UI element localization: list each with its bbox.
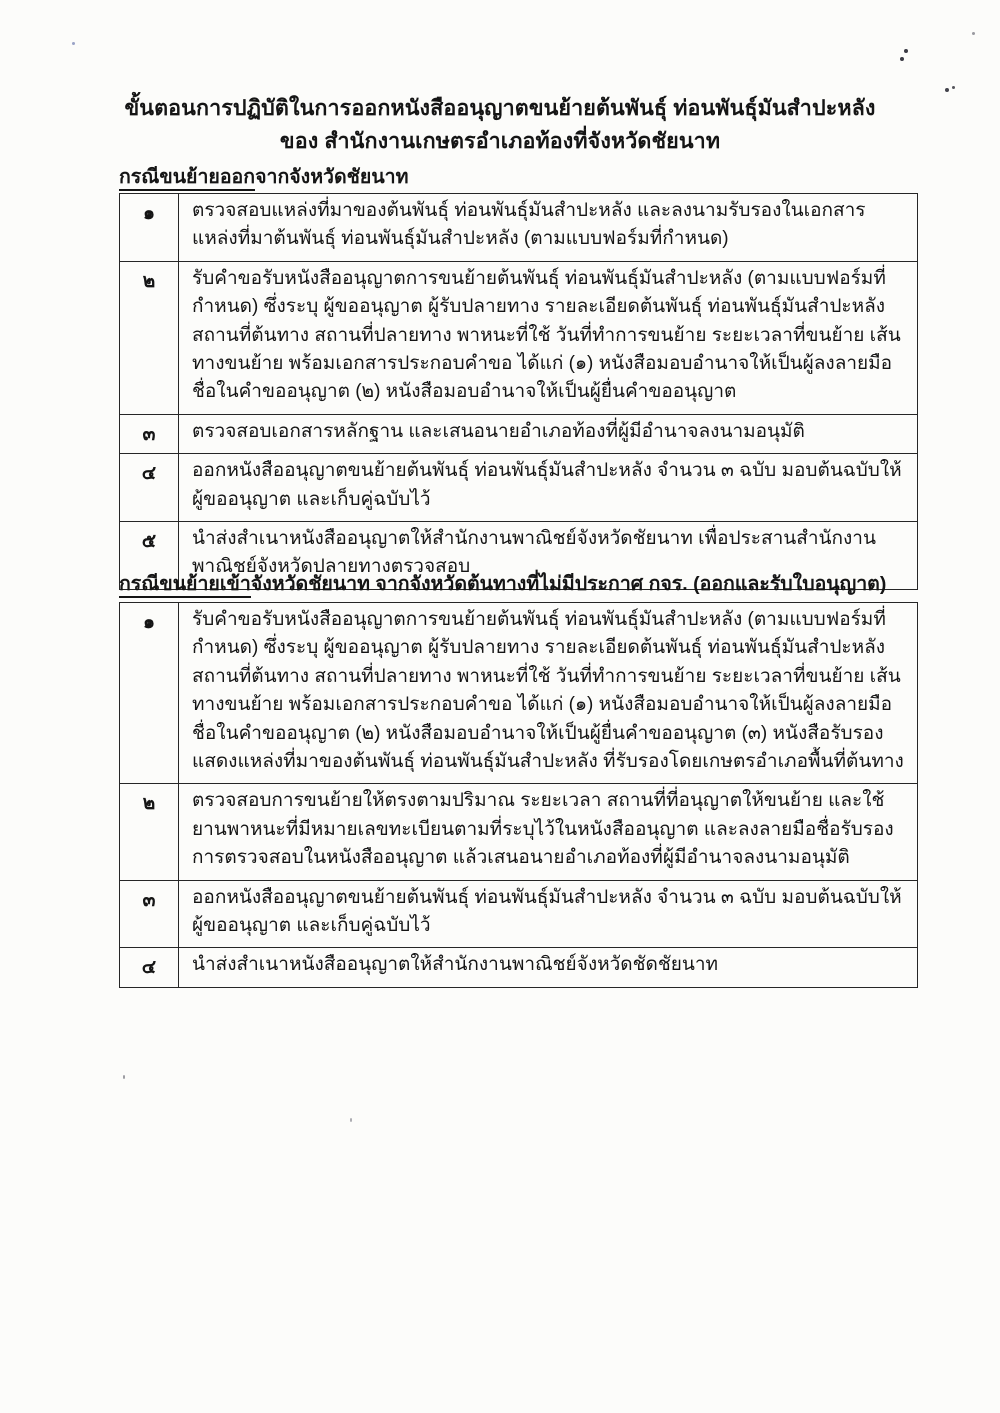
table-row <box>120 414 918 453</box>
step-number: ๓ <box>120 880 179 948</box>
scan-speck <box>72 42 75 45</box>
section-heading-rest: จังหวัดชัยนาท จากจังหวัดต้นทางที่ไม่มีประกาศ กจร. (ออกและรับใบอนุญาต) <box>250 573 887 595</box>
document-title-line1: ขั้นตอนการปฏิบัติในการออกหนังสืออนุญาตขนย้ายต้นพันธุ์ ท่อนพันธุ์มันสำปะหลัง <box>124 96 876 120</box>
step-number: ๔ <box>120 454 179 522</box>
table-row <box>120 261 918 414</box>
step-description: ตรวจสอบเอกสารหลักฐาน และเสนอนายอำเภอท้องที่ผู้มีอำนาจลงนามอนุมัติ <box>179 414 918 453</box>
step-number: ๓ <box>120 414 179 453</box>
procedure-table-move-in <box>119 602 918 988</box>
table-row <box>120 880 918 948</box>
step-number: ๒ <box>120 261 179 414</box>
table-row <box>120 784 918 880</box>
step-number: ๑ <box>120 194 179 262</box>
section-heading-move-in <box>119 571 918 598</box>
section-heading-rest: จากจังหวัดชัยนาท <box>255 166 409 188</box>
step-description: รับคำขอรับหนังสืออนุญาตการขนย้ายต้นพันธุ์ ท่อนพันธุ์มันสำปะหลัง (ตามแบบฟอร์มที่กำหนด) ซึ่งระบุ ผู้ขออนุญาต ผู้รับปลายทาง รายละเอียดต้นพันธุ์ ท่อนพันธุ์มันสำปะหลัง สถานที่ต้นทาง สถานที่ปลายทาง พาหนะที่ใช้ วันที่ทำการขนย้าย ระยะเวลาที่ขนย้าย เส้นทางขนย้าย พร้อมเอกสารประกอบคำขอ ได้แก่ (๑) หนังสือมอบอำนาจให้เป็นผู้ลงลายมือชื่อในคำขออนุญาต (๒) หนังสือมอบอำนาจให้เป็นผู้ยื่นคำขออนุญาต <box>179 261 918 414</box>
scan-speck <box>900 57 904 61</box>
document-title-line2: ของ สำนักงานเกษตรอำเภอท้องที่จังหวัดชัยนาท <box>279 129 721 153</box>
scan-speck <box>952 86 955 89</box>
procedure-table-move-out <box>119 193 918 590</box>
step-number: ๒ <box>120 784 179 880</box>
section-heading-move-out <box>119 164 918 191</box>
document-title <box>0 92 1000 158</box>
step-description: นำส่งสำเนาหนังสืออนุญาตให้สำนักงานพาณิชย์จังหวัดชัยนาท เพื่อประสานสำนักงานพาณิชย์จังหวัดปลายทางตรวจสอบ <box>179 522 918 590</box>
step-description: ตรวจสอบการขนย้ายให้ตรงตามปริมาณ ระยะเวลา สถานที่ที่อนุญาตให้ขนย้าย และใช้ยานพาหนะที่มีหมายเลขทะเบียนตามที่ระบุไว้ในหนังสืออนุญาต และลงลายมือชื่อรับรองการตรวจสอบในหนังสืออนุญาต แล้วเสนอนายอำเภอท้องที่ผู้มีอำนาจลงนามอนุมัติ <box>179 784 918 880</box>
step-number: ๕ <box>120 522 179 590</box>
step-description: ออกหนังสืออนุญาตขนย้ายต้นพันธุ์ ท่อนพันธุ์มันสำปะหลัง จำนวน ๓ ฉบับ มอบต้นฉบับให้ผู้ขออนุญาต และเก็บคู่ฉบับไว้ <box>179 880 918 948</box>
table-row <box>120 454 918 522</box>
step-description: ตรวจสอบแหล่งที่มาของต้นพันธุ์ ท่อนพันธุ์มันสำปะหลัง และลงนามรับรองในเอกสารแหล่งที่มาต้นพันธุ์ ท่อนพันธุ์มันสำปะหลัง (ตามแบบฟอร์มที่กำหนด) <box>179 194 918 262</box>
section-heading-underlined: กรณีขนย้ายเข้า <box>119 573 251 598</box>
scan-speck <box>904 49 908 53</box>
table-row <box>120 603 918 784</box>
section-heading-underlined: กรณีขนย้ายออก <box>119 166 255 191</box>
step-description: ออกหนังสืออนุญาตขนย้ายต้นพันธุ์ ท่อนพันธุ์มันสำปะหลัง จำนวน ๓ ฉบับ มอบต้นฉบับให้ผู้ขออนุญาต และเก็บคู่ฉบับไว้ <box>179 454 918 522</box>
step-description: นำส่งสำเนาหนังสืออนุญาตให้สำนักงานพาณิชย์จังหวัดชัดชัยนาท <box>179 948 918 987</box>
scan-speck <box>350 1118 352 1122</box>
step-number: ๔ <box>120 948 179 987</box>
step-number: ๑ <box>120 603 179 784</box>
step-description: รับคำขอรับหนังสืออนุญาตการขนย้ายต้นพันธุ์ ท่อนพันธุ์มันสำปะหลัง (ตามแบบฟอร์มที่กำหนด) ซึ่งระบุ ผู้ขออนุญาต ผู้รับปลายทาง รายละเอียดต้นพันธุ์ ท่อนพันธุ์มันสำปะหลัง สถานที่ต้นทาง สถานที่ปลายทาง พาหนะที่ใช้ วันที่ทำการขนย้าย ระยะเวลาที่ขนย้าย เส้นทางขนย้าย พร้อมเอกสารประกอบคำขอ ได้แก่ (๑) หนังสือมอบอำนาจให้เป็นผู้ลงลายมือชื่อในคำขออนุญาต (๒) หนังสือมอบอำนาจให้เป็นผู้ยื่นคำขออนุญาต (๓) หนังสือรับรองแสดงแหล่งที่มาของต้นพันธุ์ ท่อนพันธุ์มันสำปะหลัง ที่รับรองโดยเกษตรอำเภอพื้นที่ต้นทาง <box>179 603 918 784</box>
scan-speck <box>123 1075 125 1079</box>
table-row <box>120 194 918 262</box>
scan-speck <box>972 32 975 35</box>
table-row <box>120 948 918 987</box>
